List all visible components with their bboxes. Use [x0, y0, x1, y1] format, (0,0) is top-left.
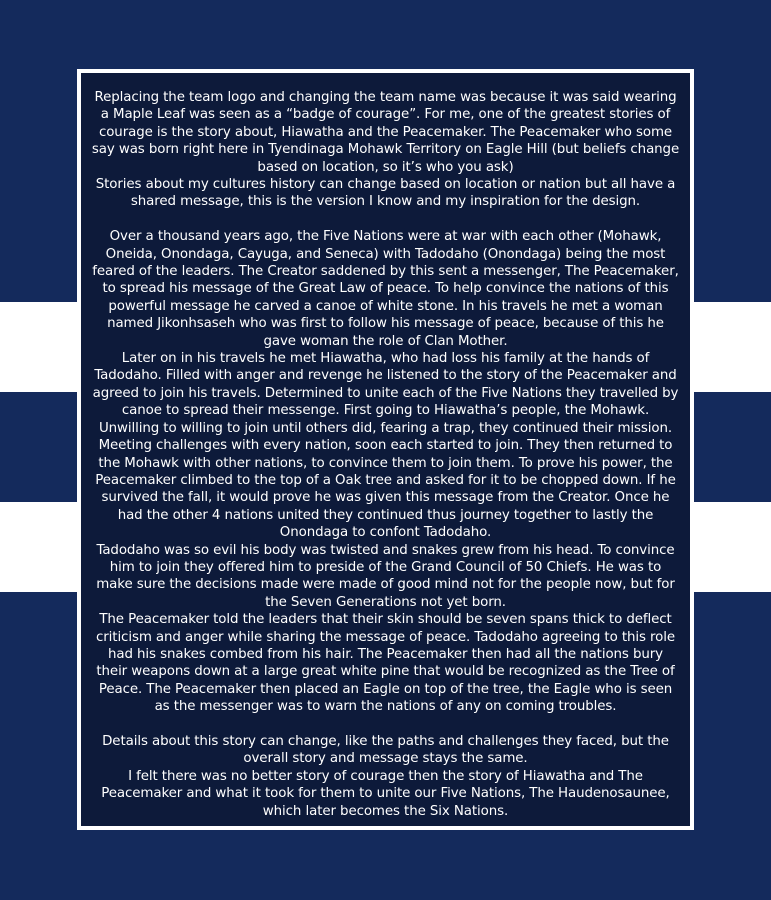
story-panel — [77, 69, 694, 830]
story-paragraph-war: Over a thousand years ago, the Five Nations were at war with each other (Mohawk, Oneida, Onondaga, Cayuga, and Seneca) with Tadodaho (Onondaga) being the most feared of the leaders. The Creator saddened by this sent a messenger, The Peacemaker, to spread his message of the Great Law of peace. To help convince the nations of this powerful message he carved a canoe of white stone. In his travels he met a woman named Jikonhsaseh who was first to follow his message of peace, because of this he gave woman the role of Clan Mother. — [92, 229, 679, 349]
story-paragraph-details: Details about this story can change, like the paths and challenges they faced, but the overall story and message stays the same. — [102, 734, 669, 767]
story-paragraph-tree-of-peace: The Peacemaker told the leaders that their skin should be seven spans thick to deflect criticism and anger while sharing the message of peace. Tadodaho agreeing to this role had his snakes combed from his hair. The Peacemaker then had all the nations bury their weapons down at a large great white pine that would be recognized as the Tree of Peace. The Peacemaker then placed an Eagle on top of the tree, the Eagle who is seen as the messenger was to warn the nations of any on coming troubles. — [96, 612, 675, 715]
story-paragraph-hiawatha: Later on in his travels he met Hiawatha, who had loss his family at the hands of Tadodaho. Filled with anger and revenge he listened to the story of the Peacemaker and agreed to join his travels. Determined to unite each of the Five Nations they travelled by canoe to spread their messenge. First going to Hiawatha’s people, the Mohawk. Unwilling to willing to join until others did, fearing a trap, they continued their mission. Meeting challenges with every nation, soon each started to join. They then returned to the Mohawk with other nations, to convince them to join them. To prove his power, the Peacemaker climbed to the top of a Oak tree and asked for it to be chopped down. If he survived the fall, it would prove he was given this message from the Creator. Once he had the other 4 nations united they continued thus journey together to lastly the Onondaga to confont Tadodaho. — [92, 351, 679, 541]
story-paragraph-note: Stories about my cultures history can change based on location or nation but all have a shared message, this is the version I know and my inspiration for the design. — [95, 177, 676, 210]
story-paragraph-intro: Replacing the team logo and changing the team name was because it was said wearing a Maple Leaf was seen as a “badge of courage”. For me, one of the greatest stories of courage is the story about, Hiawatha and the Peacemaker. The Peacemaker who some say was born right here in Tyendinaga Mohawk Territory on Eagle Hill (but beliefs change based on location, so it’s who you ask) — [91, 90, 680, 175]
story-paragraph-conclusion: I felt there was no better story of courage then the story of Hiawatha and The Peacemaker and what it took for them to unite our Five Nations, The Haudenosaunee, which later becomes the Six Nations. — [101, 768, 670, 819]
paragraph-spacer — [91, 716, 680, 733]
story-paragraph-tadodaho: Tadodaho was so evil his body was twisted and snakes grew from his head. To convince him to join they offered him to preside of the Grand Council of 50 Chiefs. He was to make sure the decisions made were made of good mind not for the people now, but for the Seven Generations not yet born. — [96, 542, 675, 610]
paragraph-spacer — [91, 211, 680, 228]
story-text — [91, 89, 680, 820]
